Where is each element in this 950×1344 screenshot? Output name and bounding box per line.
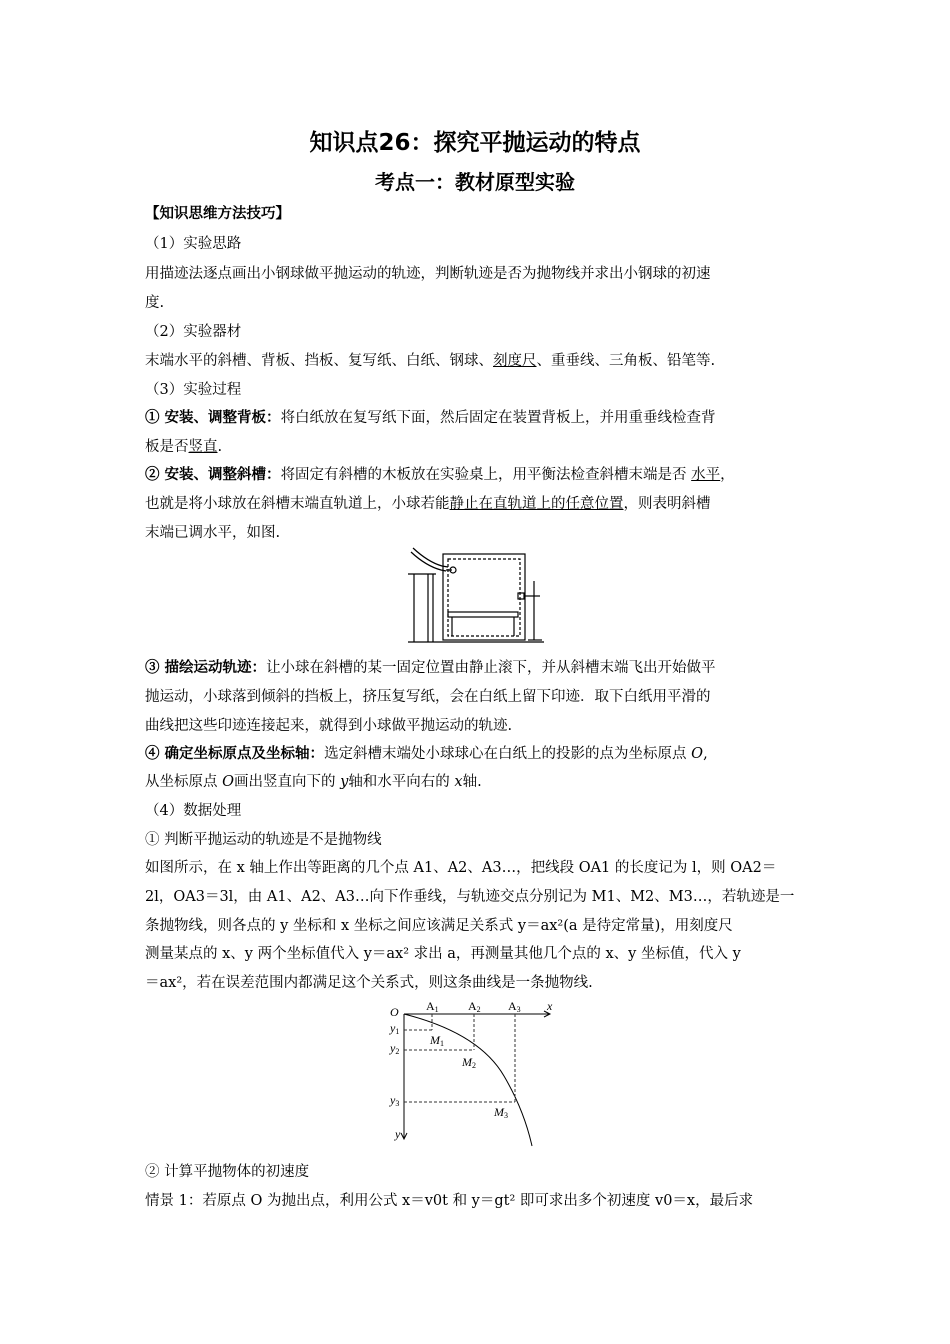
data-para-line2: 2l，OA3＝3l，由 A1、A2、A3…向下作垂线，与轨迹交点分别记为 M1、M2、M3…，若轨迹是一	[145, 889, 795, 905]
part1-text-line2: 度.	[145, 295, 165, 311]
m2-label: M2	[462, 1055, 476, 1070]
step1-line1: ① 安装、调整背板：将白纸放在复写纸下面，然后固定在装置背板上，并用重垂线检查背	[145, 409, 716, 426]
step4-line2: 从坐标原点 O画出竖直向下的 y轴和水平向右的 x轴.	[145, 774, 482, 790]
step3-line1: ③ 描绘运动轨迹：让小球在斜槽的某一固定位置由静止滚下，并从斜槽末端飞出开始做平	[145, 659, 716, 676]
data-para-line3: 条抛物线，则各点的 y 坐标和 x 坐标之间应该满足关系式 y＝ax²(a 是待定常量)，用刻度尺	[145, 918, 733, 934]
step2-label: ② 安装、调整斜槽：	[145, 466, 281, 483]
y-axis-label: y	[395, 1127, 401, 1141]
data-para-line5: ＝ax²，若在误差范围内都满足这个关系式，则这条曲线是一条抛物线.	[145, 975, 593, 991]
step4-label: ④ 确定坐标原点及坐标轴：	[145, 745, 325, 762]
part1-heading: （1）实验思路	[145, 236, 242, 252]
m3-label: M3	[494, 1105, 508, 1120]
underlined-term: 静止在直轨道上的任意位置	[449, 496, 624, 512]
step1-label: ① 安装、调整背板：	[145, 409, 281, 426]
page-title: 知识点26：探究平抛运动的特点	[309, 130, 641, 156]
trajectory-diagram	[384, 998, 564, 1150]
part4-heading: （4）数据处理	[145, 803, 242, 819]
part2-text: 末端水平的斜槽、背板、挡板、复写纸、白纸、钢球、刻度尺、重垂线、三角板、铅笔等.	[145, 353, 716, 369]
step4-line1: ④ 确定坐标原点及坐标轴：选定斜槽末端处小球球心在白纸上的投影的点为坐标原点 O,	[145, 745, 708, 762]
data-step1-label: ① 判断平抛运动的轨迹是不是抛物线	[145, 832, 382, 848]
scenario1-line: 情景 1：若原点 O 为抛出点，利用公式 x＝v0t 和 y＝gt² 即可求出多个初速度 v0＝x，最后求	[145, 1193, 754, 1209]
step3-line2: 抛运动，小球落到倾斜的挡板上，挤压复写纸，会在白纸上留下印迹．取下白纸用平滑的	[145, 689, 711, 705]
trajectory-curve	[404, 1014, 532, 1146]
section-header: 【知识思维方法技巧】	[145, 205, 290, 222]
underlined-term: 水平	[691, 467, 721, 483]
data-step2-label: ② 计算平抛物体的初速度	[145, 1164, 310, 1180]
a3-label: A3	[508, 999, 521, 1014]
data-para-line1: 如图所示，在 x 轴上作出等距离的几个点 A1、A2、A3…，把线段 OA1 的长度记为 l，则 OA2＝	[145, 860, 777, 876]
step2-line1: ② 安装、调整斜槽：将固定有斜槽的木板放在实验桌上，用平衡法检查斜槽末端是否 水平，	[145, 466, 735, 483]
step3-label: ③ 描绘运动轨迹：	[145, 659, 267, 676]
y2-label: y2	[390, 1041, 400, 1056]
apparatus-figure	[406, 546, 546, 646]
step2-line3: 末端已调水平，如图.	[145, 525, 281, 541]
x-axis-label: x	[547, 999, 553, 1013]
underlined-term: 刻度尺	[493, 353, 537, 369]
section-subtitle: 考点一：教材原型实验	[375, 170, 575, 194]
a2-label: A2	[468, 999, 481, 1014]
step3-line3: 曲线把这些印迹连接起来，就得到小球做平抛运动的轨迹.	[145, 718, 513, 734]
part3-heading: （3）实验过程	[145, 382, 242, 398]
part1-text-line1: 用描迹法逐点画出小钢球做平抛运动的轨迹，判断轨迹是否为抛物线并求出小钢球的初速	[145, 266, 711, 282]
step2-line2: 也就是将小球放在斜槽末端直轨道上，小球若能静止在直轨道上的任意位置，则表明斜槽	[145, 496, 711, 512]
y3-label: y3	[390, 1093, 400, 1108]
m1-label: M1	[430, 1033, 444, 1048]
underlined-term: 竖直	[188, 439, 218, 455]
y1-label: y1	[390, 1021, 400, 1036]
origin-label: O	[390, 1005, 399, 1019]
part2-heading: （2）实验器材	[145, 324, 242, 340]
step1-line2: 板是否竖直.	[145, 439, 223, 455]
a1-label: A1	[426, 999, 439, 1014]
data-para-line4: 测量某点的 x、y 两个坐标值代入 y＝ax² 求出 a，再测量其他几个点的 x、y 坐标值，代入 y	[145, 946, 741, 962]
